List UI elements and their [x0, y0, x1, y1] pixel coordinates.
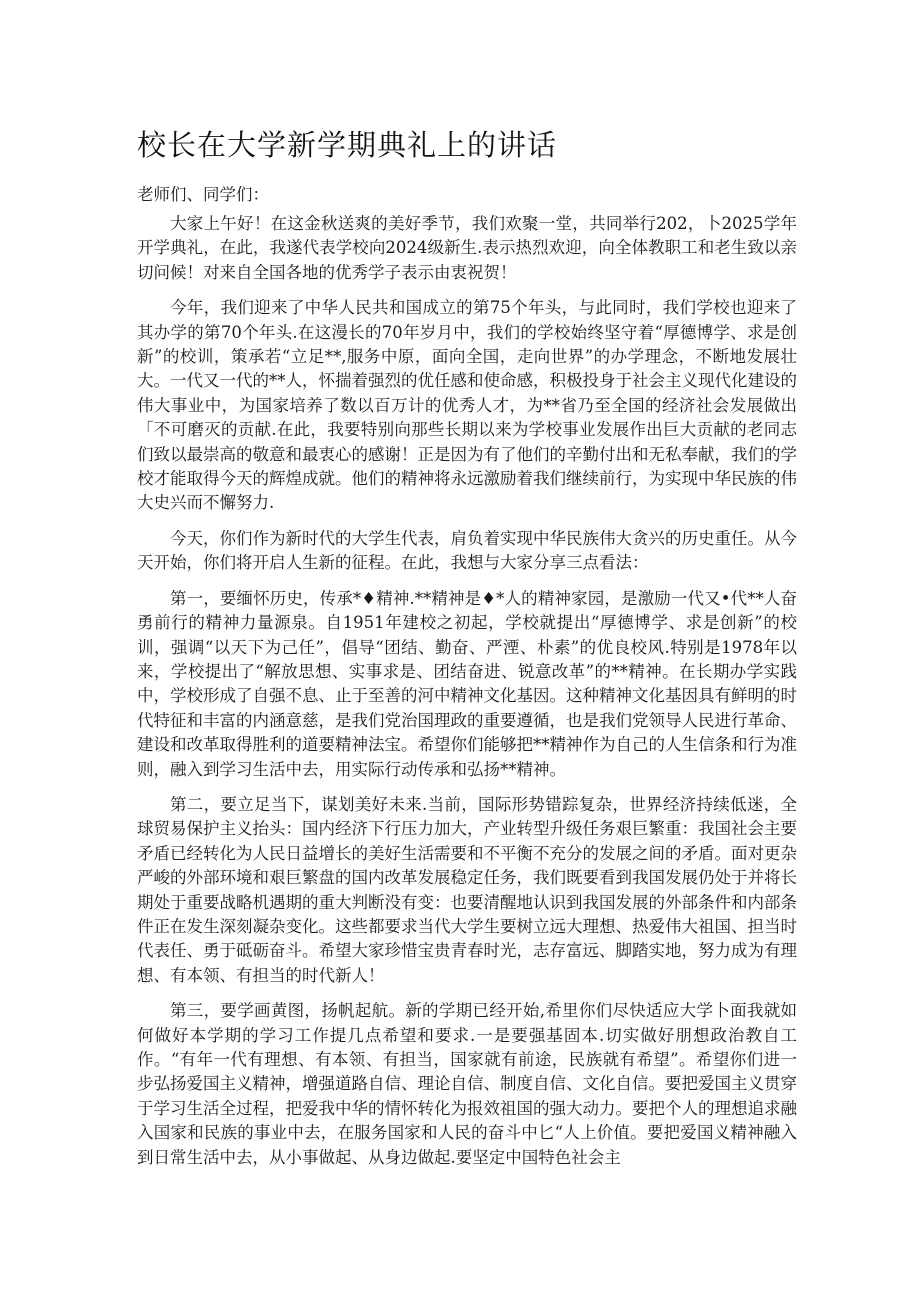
paragraph-point-two: 第二，要立足当下，谋划美好未来.当前，国际形势错踪复杂，世界经济持续低迷，全球贸易保护主义抬头：国内经济下行压力加大，产业转型升级任务艰巨繁重：我国社会主要矛盾已经转化为人民日益增长的美好生活需要和不平衡不充分的发展之间的矛盾。面对更杂严峻的外部环境和艰巨繁盘的国内改革发展稳定任务，我们既要看到我国发展仍处于并将长期处于重要战略机遇期的重大判断没有变：也要清醒地认识到我国发展的外部条件和内部条件正在发生深刻凝杂变化。这些都要求当代大学生要树立远大理想、热爱伟大祖国、担当时代表任、勇于砥砺奋斗。希望大家珍惜宝贵青春时光，志存富远、脚踏实地，努力成为有理想、有本领、有担当的时代新人！: [137, 794, 797, 985]
document-title: 校长在大学新学期典礼上的讲话: [137, 128, 558, 162]
paragraph-point-three: 第三，要学画黄图，扬帆起航。新的学期已经开始,希里你们尽快适应大学卜面我就如何做好本学期的学习工作提几点希望和要求.一是要强基固本.切实做好朋想政治教自工作。“有年一代有理想、有本领、有担当，国家就有前途，民族就有希望”。希望你们进一步弘扬爱国主义精神，增强道路自信、理论自信、制度自信、文化自信。要把爱国主义贯穿于学习生活全过程，把爱我中华的情怀转化为报效祖国的强大动力。要把个人的理想追求融入国家和民族的事业中去，在服务国家和人民的奋斗中匕“人上价值。要把爱国义精神融入到日常生活中去，从小事做起、从身边做起.要坚定中国特色社会主: [137, 1001, 797, 1167]
paragraph-point-one: 第一，要缅怀历史，传承*♦精神.**精神是♦*人的精神家园，是激励一代又•代**人奋勇前行的精神力量源泉。自1951年建校之初起，学校就提出“厚德博学、求是创新”的校训，强调“以天下为己任”，倡导“团结、勤奋、严湮、朴素”的优良校风.特别是1978年以来，学校提出了“解放思想、实事求是、团结奋进、锐意改革”的**精神。在长期办学实践中，学校形成了自强不息、止于至善的河中精神文化基因。这种精神文化基因具有鲜明的时代特征和丰富的内涵意慈，是我们党治国理政的重要遵循，也是我们党领导人民进行革命、建设和改革取得胜利的道要精神法宝。希望你们能够把**精神作为自己的人生信条和行为准则，融入到学习生活中去，用实际行动传承和弘扬**精神。: [137, 588, 797, 779]
document-body: [137, 212, 797, 1181]
paragraph-history: 今年，我们迎来了中华人民共和国成立的第75个年头，与此同时，我们学校也迎来了其办学的第70个年头.在这漫长的70年岁月中，我们的学校始终坚守着“厚德博学、求是创新”的校训，策承若“立足**,服务中原，面向全国，走向世界”的办学理念，不断地发展壮大。一代又一代的**人，怀揣着强烈的优任感和使命感，积极投身于社会主义现代化建设的伟大事业中，为国家培养了数以百万计的优秀人才，为**省乃至全国的经济社会发展做出「不可磨灭的贡献.在此，我要特别向那些长期以来为学校事业发展作出巨大贡献的老同志们致以最崇高的敬意和最衷心的感谢！正是因为有了他们的辛勤付出和无私奉献，我们的学校才能取得今天的辉煌成就。他们的精神将永远激励着我们继续前行，为实现中华民族的伟大史兴而不懈努力.: [137, 298, 797, 513]
paragraph-today: 今天，你们作为新时代的大学生代表，肩负着实现中华民族伟大贪兴的历史重任。从今天开始，你们将开启人生新的征程。在此，我想与大家分享三点看法：: [137, 528, 797, 573]
greeting: 老师们、同学们：: [137, 185, 269, 204]
paragraph-opening: 大家上午好！在这金秋送爽的美好季节，我们欢聚一堂，共同举行202，卜2025学年开学典礼，在此，我遂代表学校向2024级新生.表示热烈欢迎，向全体教职工和老生致以亲切问候！对来自全国各地的优秀学子表示由衷祝贺！: [137, 214, 797, 282]
